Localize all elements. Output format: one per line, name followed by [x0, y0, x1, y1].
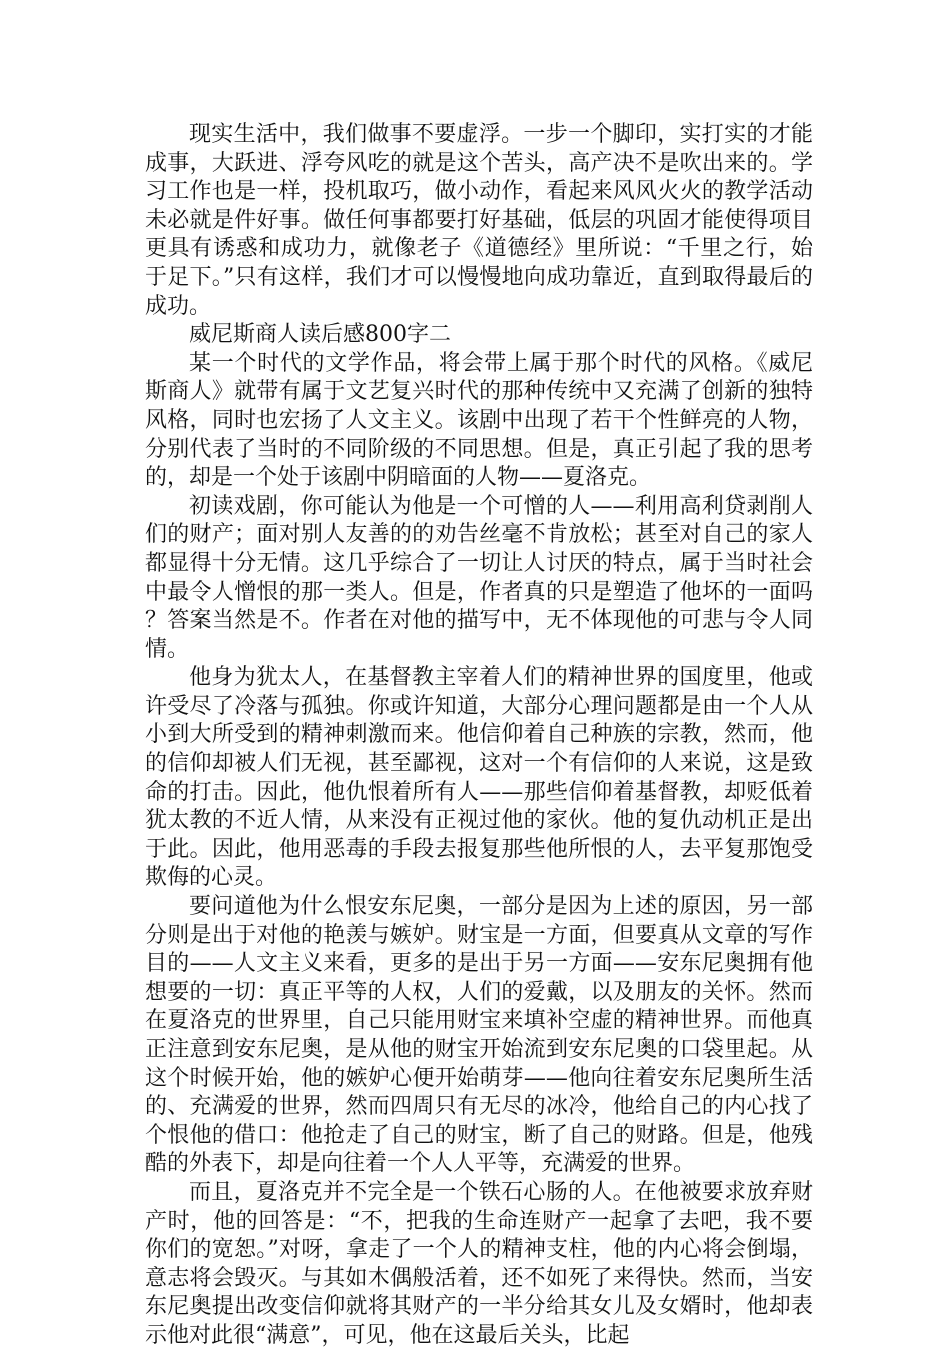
paragraph-not-heartless: 而且，夏洛克并不完全是一个铁石心肠的人。在他被要求放弃财产时，他的回答是：“不，把我的生命连财产一起拿了去吧，我不要你们的宽恕。”对呀，拿走了一个人的精神支柱，他的内心将会倒塌，意志将会毁灭。与其如木偶般活着，还不如死了来得快。然而，当安东尼奥提出改变信仰就将其财产的一半分给其女儿及女婿时，他却表示他对此很“满意”，可见，他在这最后关头，比起: [145, 1179, 813, 1348]
paragraph-intro: 现实生活中，我们做事不要虚浮。一步一个脚印，实打实的才能成事，大跃进、浮夸风吃的就是这个苦头，高产决不是吹出来的。学习工作也是一样，投机取巧，做小动作，看起来风风火火的教学活动未必就是件好事。做任何事都要打好基础，低层的巩固才能使得项目更具有诱惑和成功力，就像老子《道德经》里所说：“千里之行，始于足下。”只有这样，我们才可以慢慢地向成功靠近，直到取得最后的成功。: [145, 122, 813, 319]
paragraph-envy: 要问道他为什么恨安东尼奥，一部分是因为上述的原因，另一部分则是出于对他的艳羡与嫉妒。财宝是一方面，但要真从文章的写作目的——人文主义来看，更多的是出于另一方面——安东尼奥拥有他想要的一切：真正平等的人权，人们的爱戴，以及朋友的关怀。然而在夏洛克的世界里，自己只能用财宝来填补空虚的精神世界。而他真正注意到安东尼奥，是从他的财宝开始流到安东尼奥的口袋里起。从这个时候开始，他的嫉妒心便开始萌芽——他向往着安东尼奥所生活的、充满爱的世界，然而四周只有无尽的冰冷，他给自己的内心找了个恨他的借口：他抢走了自己的财宝，断了自己的财路。但是，他残酷的外表下，却是向往着一个人人平等，充满爱的世界。: [145, 894, 813, 1177]
paragraph-era-style: 某一个时代的文学作品，将会带上属于那个时代的风格。《威尼斯商人》就带有属于文艺复兴时代的那种传统中又充满了创新的独特风格，同时也宏扬了人文主义。该剧中出现了若干个性鲜亮的人物，分别代表了当时的不同阶级的不同思想。但是，真正引起了我的思考的，却是一个处于该剧中阴暗面的人物——夏洛克。: [145, 350, 813, 491]
paragraph-jewish-identity: 他身为犹太人，在基督教主宰着人们的精神世界的国度里，他或许受尽了冷落与孤独。你或许知道，大部分心理问题都是由一个人从小到大所受到的精神刺激而来。他信仰着自己种族的宗教，然而，他的信仰却被人们无视，甚至鄙视，这对一个有信仰的人来说，这是致命的打击。因此，他仇恨着所有人——那些信仰着基督教，却贬低着犹太教的不近人情，从来没有正视过他的家伙。他的复仇动机正是出于此。因此，他用恶毒的手段去报复那些他所恨的人，去平复那饱受欺侮的心灵。: [145, 665, 813, 891]
paragraph-first-reading: 初读戏剧，你可能认为他是一个可憎的人——利用高利贷剥削人们的财产；面对别人友善的的劝告丝毫不肯放松；甚至对自己的家人都显得十分无情。这几乎综合了一切让人讨厌的特点，属于当时社会中最令人憎恨的那一类人。但是，作者真的只是塑造了他坏的一面吗？答案当然是不。作者在对他的描写中，无不体现他的可悲与令人同情。: [145, 493, 813, 662]
document-page: [145, 121, 813, 1351]
section-heading: 威尼斯商人读后感800字二: [189, 322, 451, 348]
